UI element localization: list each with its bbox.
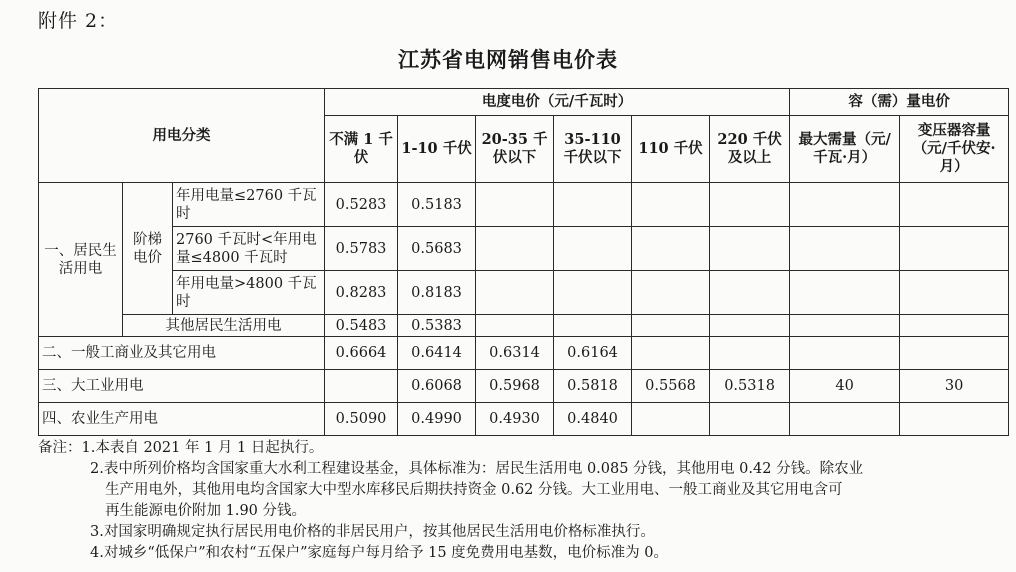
document-title: 江苏省电网销售电价表 <box>398 47 618 72</box>
table-row <box>39 271 1009 315</box>
header-col: 1-10 千伏 <box>398 116 476 183</box>
other-residential-label: 其他居民生活用电 <box>123 315 325 337</box>
value-cell <box>790 337 900 370</box>
value-cell <box>900 403 1009 436</box>
header-col: 110 千伏 <box>632 116 710 183</box>
table-row <box>39 403 1009 436</box>
tier-label-1: 年用电量≤2760 千瓦时 <box>173 183 325 227</box>
value-cell: 0.6314 <box>476 337 554 370</box>
value-cell: 0.6414 <box>398 337 476 370</box>
note-line: 4.对城乡“低保户”和农村“五保户”家庭每户每月给予 15 度免费用电基数，电价标准为 0。 <box>90 545 668 561</box>
value-cell <box>710 403 790 436</box>
tier-label-3: 年用电量>4800 千瓦时 <box>173 271 325 315</box>
value-cell <box>632 403 710 436</box>
value-cell: 0.4990 <box>398 403 476 436</box>
row-label: 三、大工业用电 <box>39 370 325 403</box>
value-cell: 0.5318 <box>710 370 790 403</box>
tier-label-2: 2760 千瓦时<年用电量≤4800 千瓦时 <box>173 227 325 271</box>
value-cell: 0.4930 <box>476 403 554 436</box>
value-cell: 0.5090 <box>325 403 398 436</box>
header-col: 变压器容量（元/千伏安·月） <box>900 116 1009 183</box>
residential-label: 一、居民生活用电 <box>39 183 123 337</box>
tier-label: 阶梯电价 <box>123 183 173 315</box>
row-label: 四、农业生产用电 <box>39 403 325 436</box>
row-label: 二、一般工商业及其它用电 <box>39 337 325 370</box>
header-col: 35-110 千伏以下 <box>554 116 632 183</box>
table-row <box>39 337 1009 370</box>
value-cell: 0.4840 <box>554 403 632 436</box>
attachment-label: 附件 2： <box>38 10 119 32</box>
header-row-1 <box>39 89 1009 116</box>
header-capacity-group: 容（需）量电价 <box>790 89 1009 116</box>
value-cell: 0.5183 <box>398 183 476 227</box>
value-cell: 0.5383 <box>398 315 476 337</box>
value-cell <box>710 337 790 370</box>
value-cell: 0.5818 <box>554 370 632 403</box>
note-line: 生产用电外，其他用电均含国家大中型水库移民后期扶持资金 0.62 分钱。大工业用电、一般工商业及其它用电含可 <box>105 482 843 498</box>
value-cell: 30 <box>900 370 1009 403</box>
value-cell: 0.5483 <box>325 315 398 337</box>
header-col: 不满 1 千伏 <box>325 116 398 183</box>
value-cell: 40 <box>790 370 900 403</box>
value-cell: 0.5568 <box>632 370 710 403</box>
value-cell: 0.5283 <box>325 183 398 227</box>
note-line: 备注：1.本表自 2021 年 1 月 1 日起执行。 <box>38 440 324 456</box>
header-energy-group: 电度电价（元/千瓦时） <box>325 89 790 116</box>
value-cell <box>790 403 900 436</box>
value-cell: 0.5783 <box>325 227 398 271</box>
table-row <box>39 315 1009 337</box>
value-cell: 0.5683 <box>398 227 476 271</box>
header-col: 220 千伏及以上 <box>710 116 790 183</box>
header-category: 用电分类 <box>39 89 325 183</box>
value-cell: 0.6068 <box>398 370 476 403</box>
value-cell <box>900 337 1009 370</box>
value-cell: 0.8183 <box>398 271 476 315</box>
table-row <box>39 370 1009 403</box>
note-line: 再生能源电价附加 1.90 分钱。 <box>105 503 307 519</box>
value-cell: 0.6664 <box>325 337 398 370</box>
note-line: 3.对国家明确规定执行居民用电价格的非居民用户，按其他居民生活用电价格标准执行。 <box>90 524 655 540</box>
value-cell: 0.8283 <box>325 271 398 315</box>
value-cell: 0.6164 <box>554 337 632 370</box>
price-table <box>38 88 1009 436</box>
header-col: 最大需量（元/千瓦·月） <box>790 116 900 183</box>
value-cell: 0.5968 <box>476 370 554 403</box>
value-cell <box>632 337 710 370</box>
header-col: 20-35 千伏以下 <box>476 116 554 183</box>
table-row <box>39 183 1009 227</box>
note-line: 2.表中所列价格均含国家重大水利工程建设基金，具体标准为：居民生活用电 0.085 分钱，其他用电 0.42 分钱。除农业 <box>90 461 864 477</box>
notes <box>38 438 998 564</box>
value-cell <box>325 370 398 403</box>
table-row <box>39 227 1009 271</box>
